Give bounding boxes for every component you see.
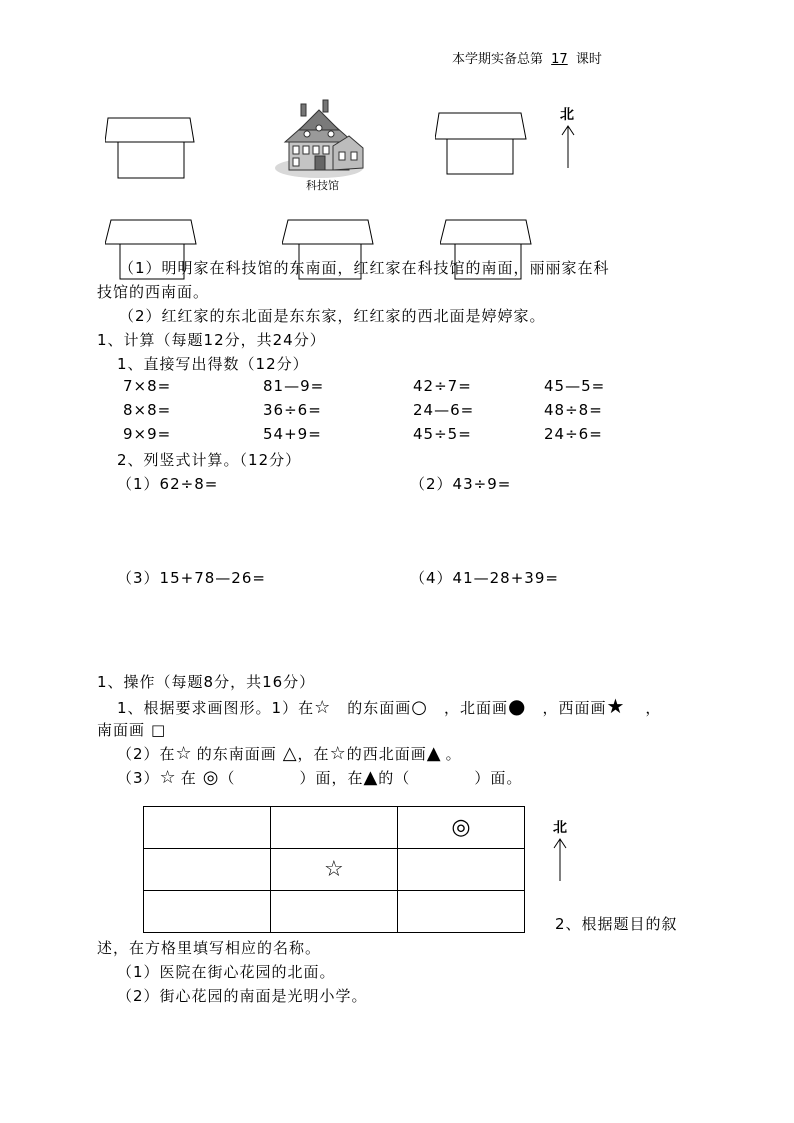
science-museum-label: 科技馆 xyxy=(306,179,339,192)
page-header xyxy=(452,48,602,67)
calc-q4: （4）41—28+39= xyxy=(410,569,559,587)
star-outline-icon: ☆ xyxy=(314,697,332,718)
ops-l1-e: ， xyxy=(645,699,662,717)
ops-l1-b: 的东面画 xyxy=(347,699,412,717)
circle-filled-icon: ● xyxy=(507,694,527,718)
calc-r0-c3: 45—5= xyxy=(544,377,606,395)
ops-q2-item-1: （1）医院在街心花园的北面。 xyxy=(117,963,336,981)
calc-sub2: 2、列竖式计算。（12分） xyxy=(117,451,302,469)
triangle-filled-icon: ▲ xyxy=(363,767,379,788)
calc-r1-c1: 36÷6= xyxy=(263,401,322,419)
grid-cell-0-2[interactable] xyxy=(397,807,524,849)
ops-line-2 xyxy=(97,719,166,740)
header-number: 17 xyxy=(551,52,568,67)
grid-cell-1-2[interactable] xyxy=(397,849,524,891)
ops-line-4 xyxy=(117,767,522,788)
ops-l3-d: 的西北面画 xyxy=(346,745,427,763)
grid-cell-0-1[interactable] xyxy=(270,807,397,849)
grid-cell-2-1[interactable] xyxy=(270,891,397,933)
north-label-1: 北 xyxy=(560,107,574,123)
star-outline-icon: ☆ xyxy=(329,743,347,764)
ops-l4-e: 的（ xyxy=(378,769,411,787)
north-arrow-1 xyxy=(561,125,575,169)
calc-r2-c0: 9×9= xyxy=(123,425,172,443)
ops-q2-item-2: （2）街心花园的南面是光明小学。 xyxy=(117,987,368,1005)
grid-row-0 xyxy=(144,807,525,849)
ops-l4-a: （3） xyxy=(117,769,160,787)
circle-icon: ○ xyxy=(411,697,428,718)
grid-cell-0-0[interactable] xyxy=(144,807,271,849)
bullseye-icon: ◎ xyxy=(202,767,220,788)
direction-grid xyxy=(143,806,525,933)
ops-l4-f: ）面。 xyxy=(474,769,523,787)
calc-r2-c2: 45÷5= xyxy=(413,425,472,443)
ops-l3-b: 的东南面画 xyxy=(196,745,277,763)
north-label-2: 北 xyxy=(553,820,567,836)
calc-q3: （3）15+78—26= xyxy=(117,569,266,587)
grid-cell-1-0[interactable] xyxy=(144,849,271,891)
science-museum-illustration xyxy=(273,98,368,180)
calc-sub1: 1、直接写出得数（12分） xyxy=(117,355,309,373)
ops-q2-line-a: 2、根据题目的叙 xyxy=(555,915,678,933)
calc-r1-c0: 8×8= xyxy=(123,401,172,419)
grid-cell-1-1[interactable] xyxy=(270,849,397,891)
calc-r0-c0: 7×8= xyxy=(123,377,172,395)
grid-row-2 xyxy=(144,891,525,933)
calc-r2-c1: 54+9= xyxy=(263,425,322,443)
passage-line-1: （1）明明家在科技馆的东南面，红红家在科技馆的南面，丽丽家在科 xyxy=(119,259,610,277)
star-filled-icon: ★ xyxy=(606,694,626,718)
calc-r0-c1: 81—9= xyxy=(263,377,325,395)
ops-l4-d: ）面，在 xyxy=(299,769,364,787)
house-top-left xyxy=(105,117,195,181)
star-outline-icon: ☆ xyxy=(175,743,193,764)
calc-q2: （2）43÷9= xyxy=(410,475,512,493)
ops-l1-a: 1、根据要求画图形。1）在 xyxy=(117,699,315,717)
ops-q2-line-b: 述，在方格里填写相应的名称。 xyxy=(97,939,322,957)
square-icon: □ xyxy=(151,721,167,739)
ops-l2-a: 南面画 xyxy=(97,721,146,739)
house-top-right xyxy=(435,112,527,176)
header-prefix: 本学期实备总第 xyxy=(452,52,544,67)
calc-r1-c2: 24—6= xyxy=(413,401,475,419)
header-suffix: 课时 xyxy=(575,52,602,67)
calc-r2-c3: 24÷6= xyxy=(544,425,603,443)
grid-cell-2-0[interactable] xyxy=(144,891,271,933)
ops-l3-c: ，在 xyxy=(297,745,330,763)
ops-line-3 xyxy=(117,743,462,764)
ops-l4-b: 在 xyxy=(180,769,197,787)
ops-l3-a: （2）在 xyxy=(117,745,176,763)
grid-row-1 xyxy=(144,849,525,891)
calc-heading: 1、计算（每题12分，共24分） xyxy=(97,331,326,349)
passage-line-3: （2）红红家的东北面是东东家，红红家的西北面是婷婷家。 xyxy=(119,307,546,325)
calc-q1: （1）62÷8= xyxy=(117,475,219,493)
ops-l1-d: ，西面画 xyxy=(542,699,607,717)
ops-l4-c: （ xyxy=(219,769,236,787)
triangle-icon: △ xyxy=(282,743,298,764)
triangle-filled-icon: ▲ xyxy=(426,743,442,764)
grid-cell-2-2[interactable] xyxy=(397,891,524,933)
ops-l1-c: ，北面画 xyxy=(443,699,508,717)
calc-r1-c3: 48÷8= xyxy=(544,401,603,419)
calc-r0-c2: 42÷7= xyxy=(413,377,472,395)
north-arrow-2 xyxy=(553,838,567,882)
ops-heading: 1、操作（每题8分，共16分） xyxy=(97,673,316,691)
passage-line-2: 技馆的西南面。 xyxy=(97,283,210,301)
star-outline-icon: ☆ xyxy=(324,857,344,882)
ops-line-1 xyxy=(117,694,661,718)
ops-l3-e: 。 xyxy=(445,745,462,763)
star-outline-icon: ☆ xyxy=(159,767,177,788)
bullseye-icon: ◎ xyxy=(451,815,471,840)
